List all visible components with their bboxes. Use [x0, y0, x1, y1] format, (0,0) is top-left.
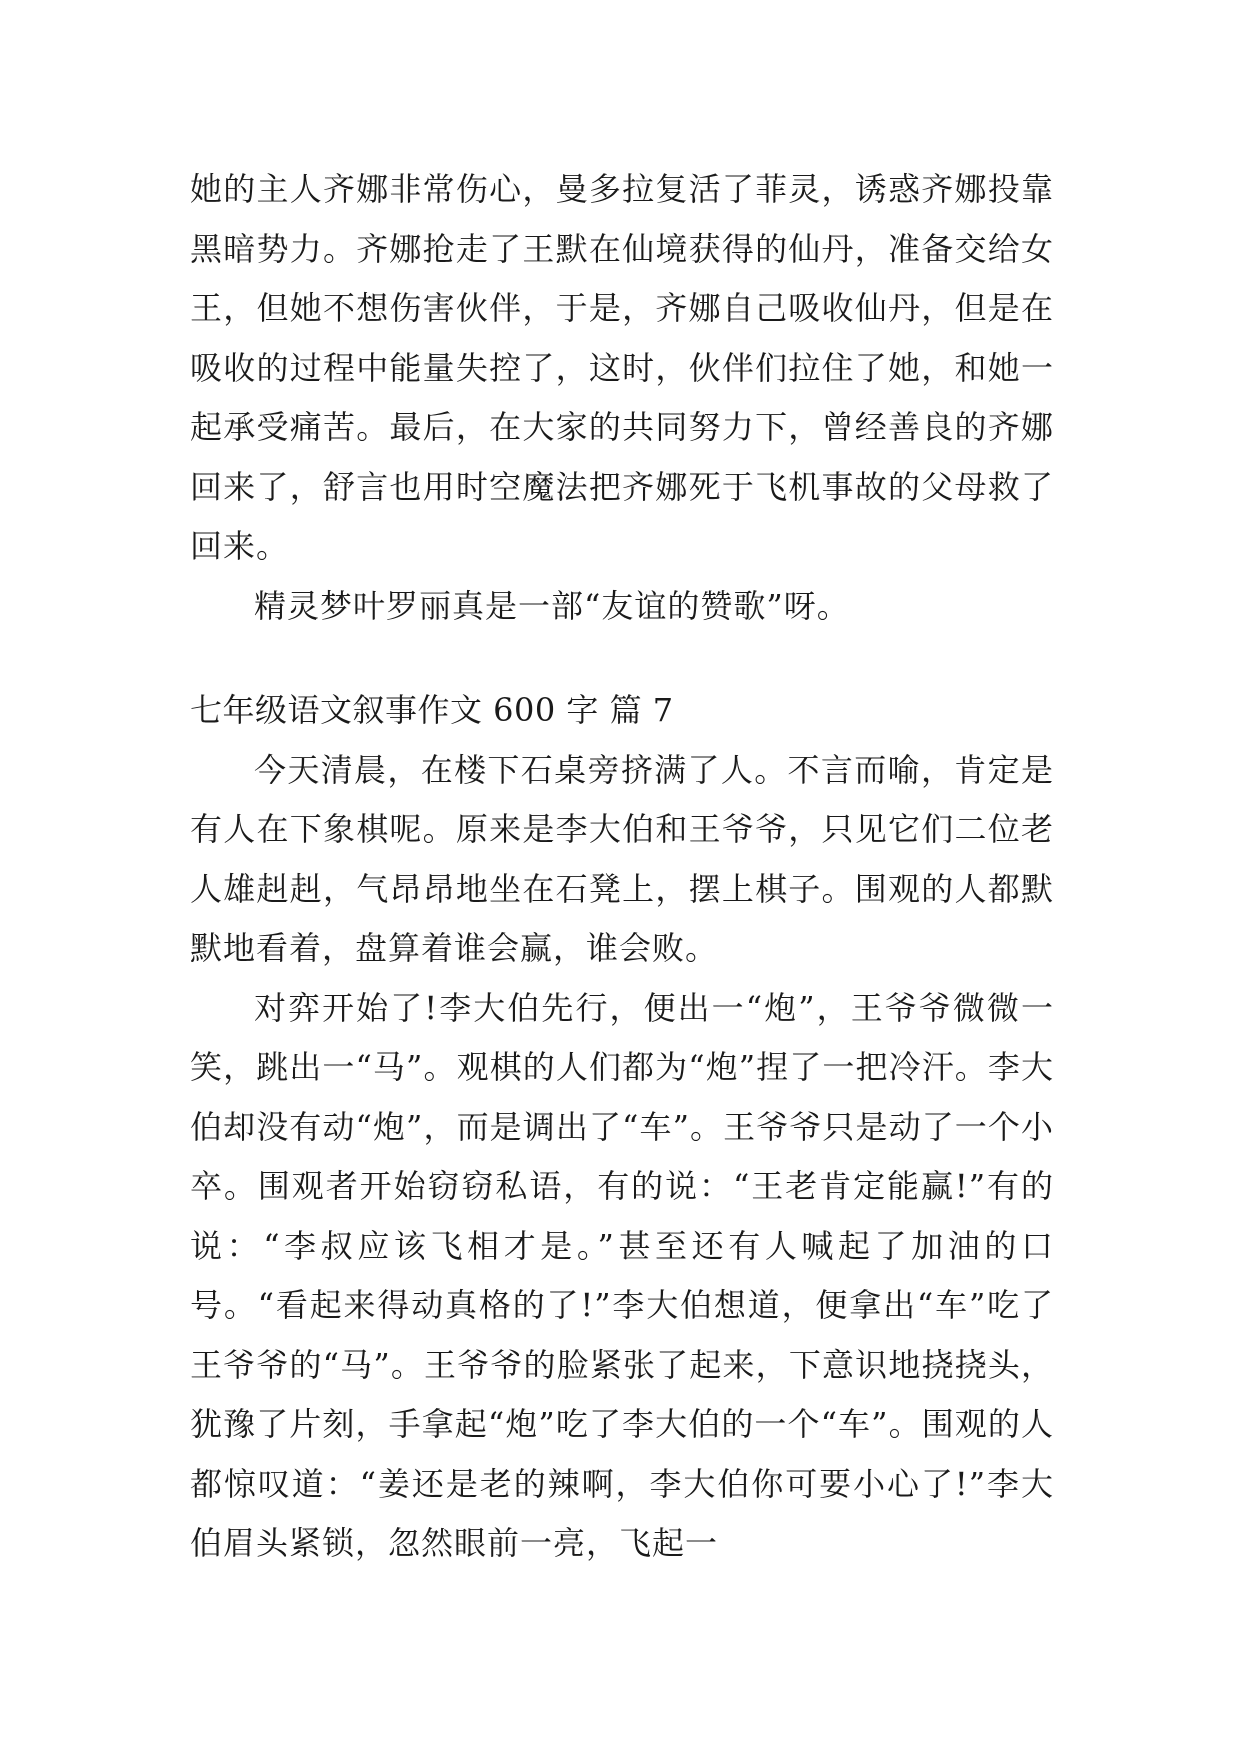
- paragraph-prev-1: 她的主人齐娜非常伤心，曼多拉复活了菲灵，诱惑齐娜投靠黑暗势力。齐娜抢走了王默在仙境获得的仙丹，准备交给女王，但她不想伤害伙伴，于是，齐娜自己吸收仙丹，但是在吸收的过程中能量失控了，这时，伙伴们拉住了她，和她一起承受痛苦。最后，在大家的共同努力下，曾经善良的齐娜回来了，舒言也用时空魔法把齐娜死于飞机事故的父母救了回来。: [190, 170, 1054, 565]
- paragraph-7-2: 对弈开始了!李大伯先行，便出一“炮”，王爷爷微微一笑，跳出一“马”。观棋的人们都为“炮”捏了一把冷汗。李大伯却没有动“炮”，而是调出了“车”。王爷爷只是动了一个小卒。围观者开始窃窃私语，有的说：“王老肯定能赢!”有的说：“李叔应该飞相才是。”甚至还有人喊起了加油的口号。“看起来得动真格的了!”李大伯想道，便拿出“车”吃了王爷爷的“马”。王爷爷的脸紧张了起来，下意识地挠挠头，犹豫了片刻，手拿起“炮”吃了李大伯的一个“车”。围观的人都惊叹道：“姜还是老的辣啊，李大伯你可要小心了!”李大伯眉头紧锁，忽然眼前一亮，飞起一: [190, 988, 1054, 1562]
- paragraph-7-1: 今天清晨，在楼下石桌旁挤满了人。不言而喻，肯定是有人在下象棋呢。原来是李大伯和王爷爷，只见它们二位老人雄赳赳，气昂昂地坐在石凳上，摆上棋子。围观的人都默默地看着，盘算着谁会赢，谁会败。: [190, 750, 1054, 967]
- paragraph-prev-2: 精灵梦叶罗丽真是一部“友谊的赞歌”呀。: [254, 586, 850, 625]
- document-body: [190, 160, 1054, 1574]
- section-title: 七年级语文叙事作文 600 字 篇 7: [190, 691, 674, 729]
